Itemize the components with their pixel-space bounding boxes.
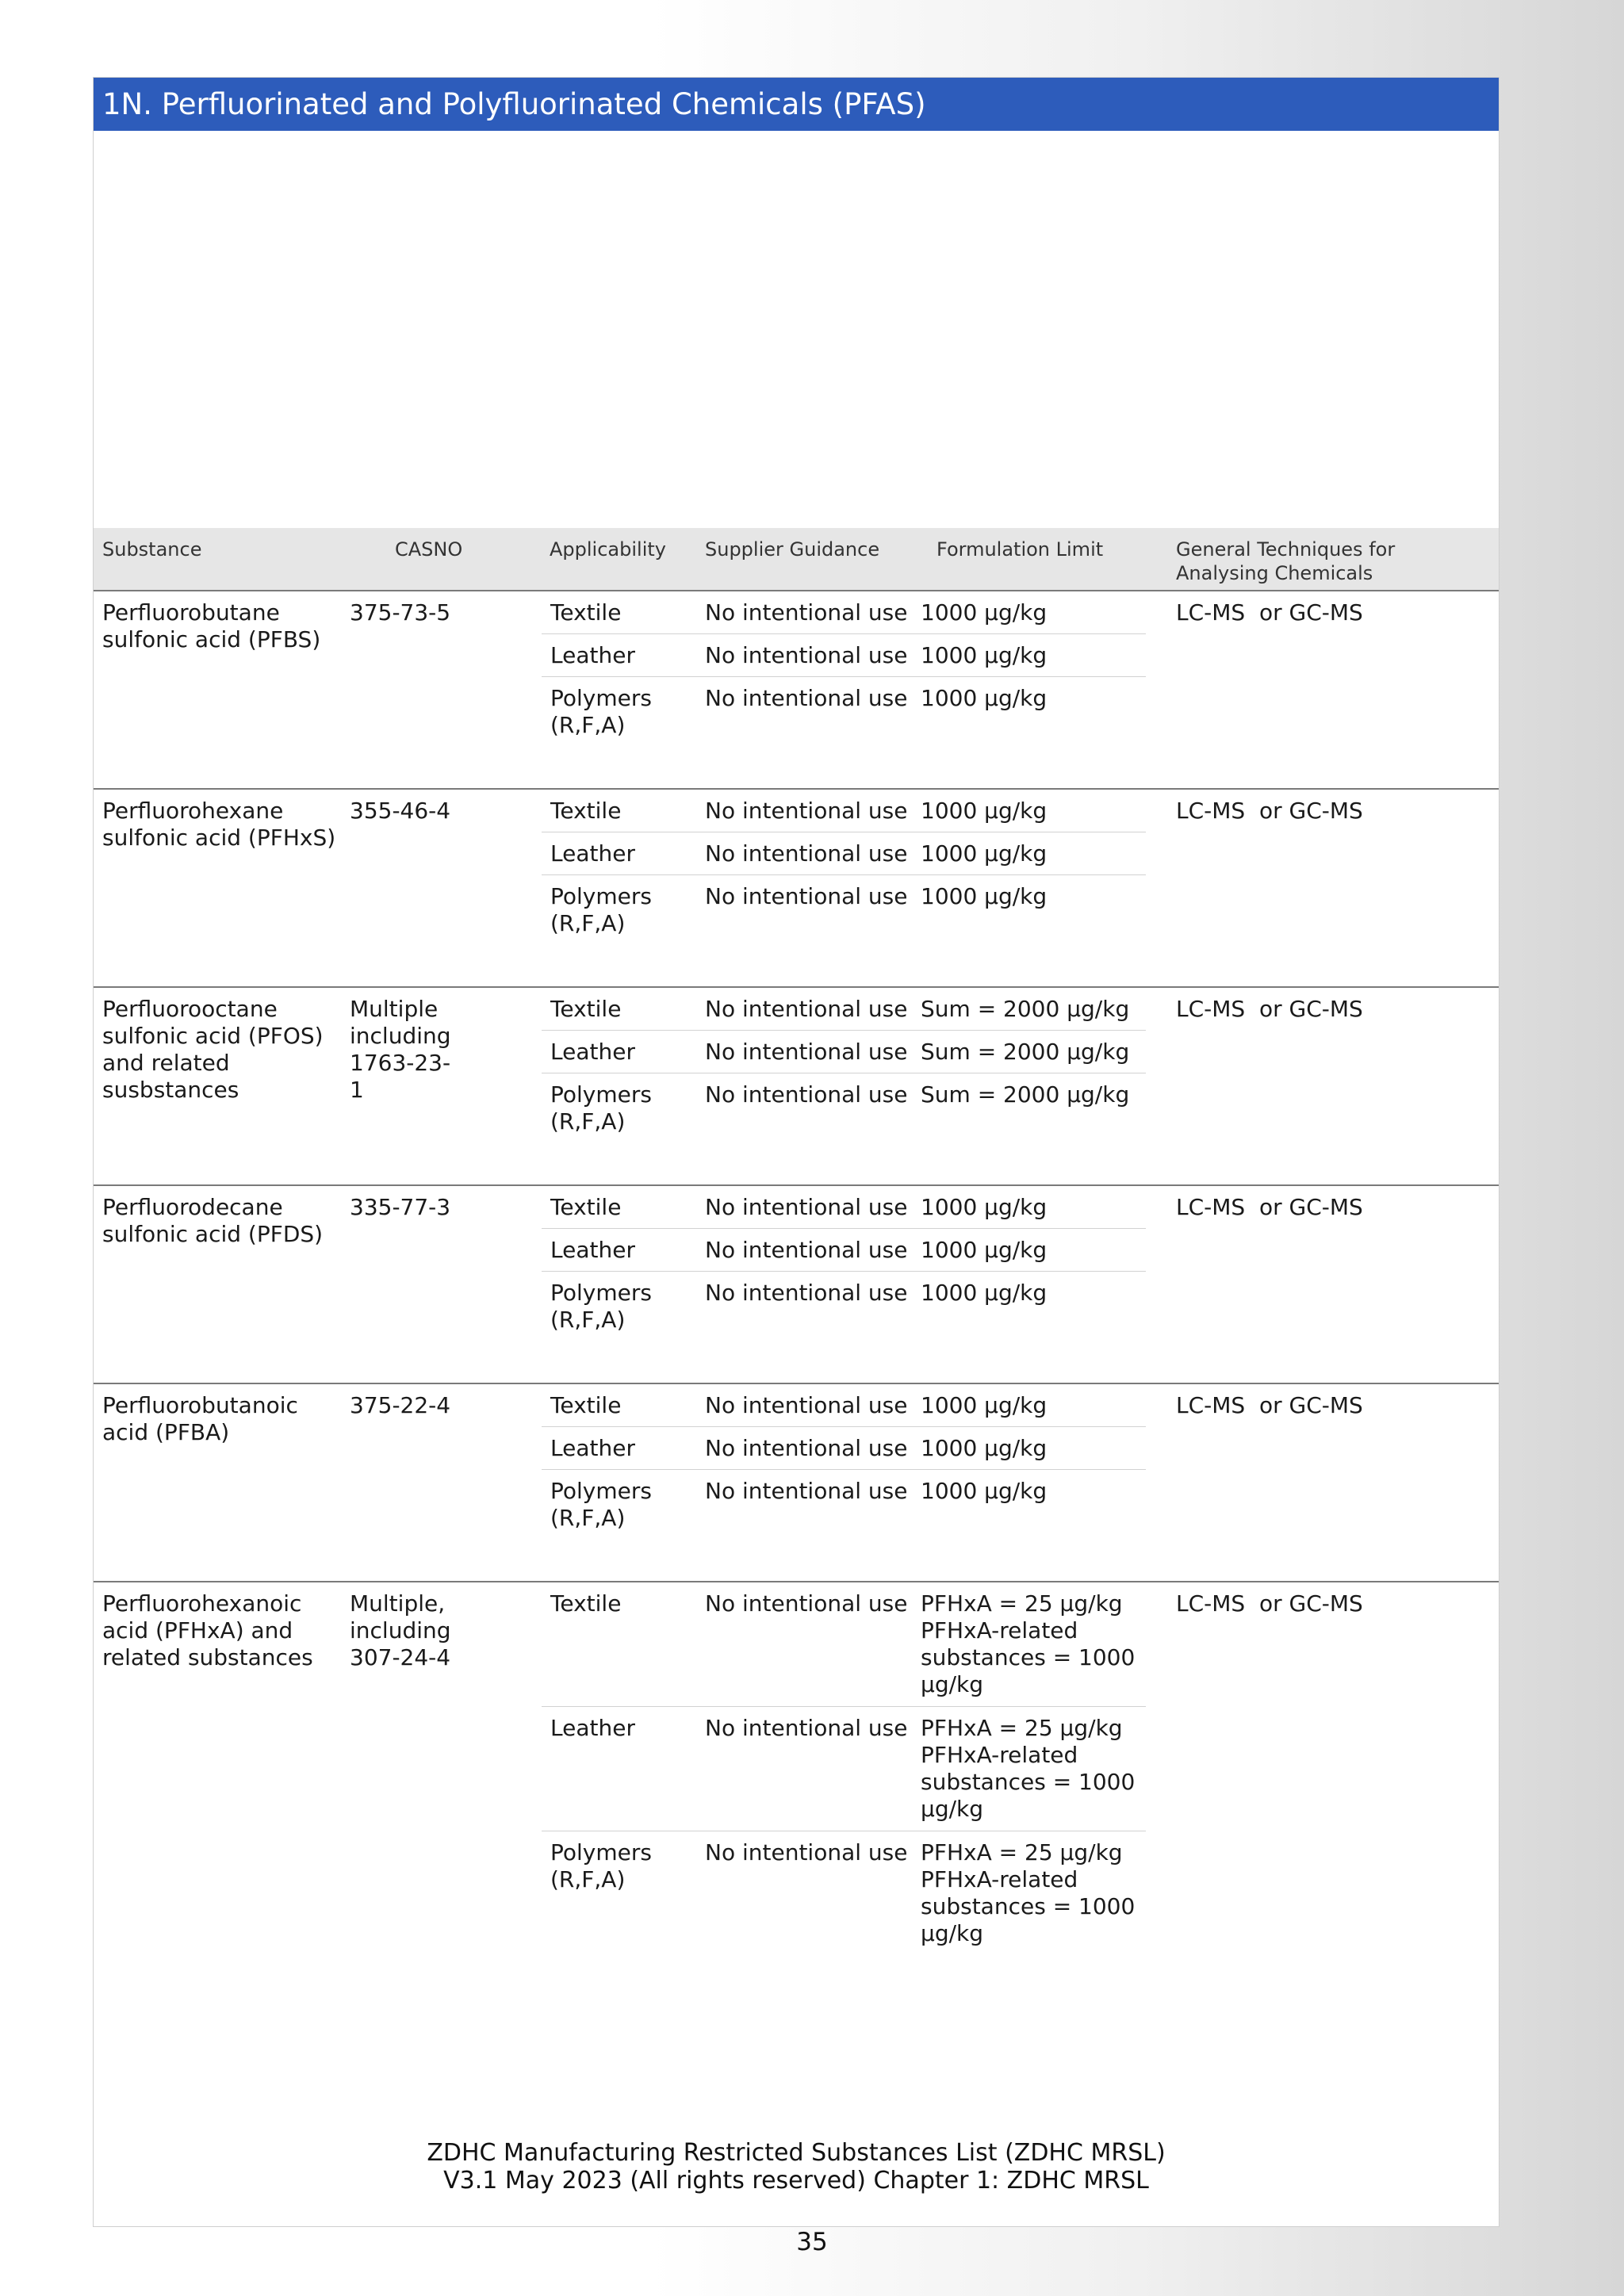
header-techniques: General Techniques for Analysing Chemicals <box>1176 538 1396 584</box>
formulation-limit: PFHxA = 25 µg/kg PFHxA-related substances = 1000 µg/kg <box>921 1715 1136 1822</box>
applicability: Leather <box>550 1237 635 1263</box>
supplier-guidance: No intentional use <box>705 1839 908 1866</box>
cas-number: 355-46-4 <box>350 798 451 824</box>
applicability-row <box>542 591 1146 634</box>
formulation-limit: 1000 µg/kg <box>921 642 1048 668</box>
substance-name: Perfluorobutanoic acid (PFBA) <box>102 1392 298 1445</box>
applicability-row <box>542 1384 1146 1427</box>
table-header <box>94 528 1499 591</box>
analysis-technique: LC-MS or GC-MS <box>1176 798 1363 824</box>
applicability: Textile <box>550 1194 622 1220</box>
applicability-row <box>542 1186 1146 1229</box>
supplier-guidance: No intentional use <box>705 1039 908 1065</box>
supplier-guidance: No intentional use <box>705 599 908 626</box>
applicability: Textile <box>550 1590 622 1617</box>
supplier-guidance: No intentional use <box>705 1590 908 1617</box>
header-formulation-limit: Formulation Limit <box>936 538 1104 561</box>
applicability-row <box>542 1073 1146 1137</box>
cas-number: 375-22-4 <box>350 1392 451 1418</box>
formulation-limit: PFHxA = 25 µg/kg PFHxA-related substances = 1000 µg/kg <box>921 1839 1136 1946</box>
formulation-limit: 1000 µg/kg <box>921 840 1048 867</box>
applicability-row <box>542 1229 1146 1272</box>
supplier-guidance: No intentional use <box>705 1392 908 1418</box>
supplier-guidance: No intentional use <box>705 1715 908 1741</box>
supplier-guidance: No intentional use <box>705 996 908 1022</box>
header-applicability: Applicability <box>550 538 666 561</box>
formulation-limit: Sum = 2000 µg/kg <box>921 1081 1130 1108</box>
supplier-guidance: No intentional use <box>705 1237 908 1263</box>
formulation-limit: 1000 µg/kg <box>921 1194 1048 1220</box>
applicability: Polymers (R,F,A) <box>550 1081 652 1135</box>
supplier-guidance: No intentional use <box>705 840 908 867</box>
applicability-row <box>542 988 1146 1031</box>
cas-number: Multiple, including 307-24-4 <box>350 1590 451 1670</box>
applicability-row <box>542 1427 1146 1470</box>
applicability: Textile <box>550 798 622 824</box>
applicability: Textile <box>550 1392 622 1418</box>
table-row <box>94 790 1499 988</box>
applicability-row <box>542 1831 1146 1956</box>
supplier-guidance: No intentional use <box>705 883 908 909</box>
substance-name: Perfluorohexane sulfonic acid (PFHxS) <box>102 798 336 851</box>
applicability: Polymers (R,F,A) <box>550 1839 652 1892</box>
header-casno: CASNO <box>395 538 463 561</box>
analysis-technique: LC-MS or GC-MS <box>1176 1194 1363 1220</box>
applicability-row <box>542 1470 1146 1533</box>
table-row <box>94 1384 1499 1582</box>
substance-name: Perfluorohexanoic acid (PFHxA) and related substances <box>102 1590 313 1670</box>
supplier-guidance: No intentional use <box>705 1478 908 1504</box>
formulation-limit: 1000 µg/kg <box>921 685 1048 711</box>
formulation-limit: 1000 µg/kg <box>921 1435 1048 1461</box>
formulation-limit: 1000 µg/kg <box>921 798 1048 824</box>
applicability: Leather <box>550 642 635 668</box>
applicability: Polymers (R,F,A) <box>550 1478 652 1531</box>
cas-number: Multiple including 1763-23-1 <box>350 996 451 1103</box>
header-supplier-guidance: Supplier Guidance <box>705 538 880 561</box>
applicability-row <box>542 875 1146 939</box>
supplier-guidance: No intentional use <box>705 1194 908 1220</box>
table-row <box>94 988 1499 1186</box>
applicability-row <box>542 1031 1146 1073</box>
page-number: 35 <box>796 2228 828 2256</box>
supplier-guidance: No intentional use <box>705 1081 908 1108</box>
formulation-limit: 1000 µg/kg <box>921 883 1048 909</box>
formulation-limit: PFHxA = 25 µg/kg PFHxA-related substances = 1000 µg/kg <box>921 1590 1136 1697</box>
substance-name: Perfluorooctane sulfonic acid (PFOS) and related susbstances <box>102 996 324 1103</box>
formulation-limit: 1000 µg/kg <box>921 599 1048 626</box>
formulation-limit: 1000 µg/kg <box>921 1392 1048 1418</box>
supplier-guidance: No intentional use <box>705 798 908 824</box>
supplier-guidance: No intentional use <box>705 1435 908 1461</box>
section-title: 1N. Perfluorinated and Polyfluorinated Chemicals (PFAS) <box>94 78 1499 131</box>
header-substance: Substance <box>102 538 202 561</box>
applicability: Polymers (R,F,A) <box>550 685 652 738</box>
document-page <box>93 77 1500 2227</box>
analysis-technique: LC-MS or GC-MS <box>1176 996 1363 1022</box>
table-row <box>94 1582 1499 2011</box>
formulation-limit: 1000 µg/kg <box>921 1280 1048 1306</box>
table-row <box>94 1186 1499 1384</box>
footer <box>94 2139 1499 2195</box>
formulation-limit: 1000 µg/kg <box>921 1237 1048 1263</box>
footer-line-2: V3.1 May 2023 (All rights reserved) Chapter 1: ZDHC MRSL <box>443 2167 1149 2195</box>
table-row <box>94 591 1499 790</box>
applicability-row <box>542 1707 1146 1831</box>
supplier-guidance: No intentional use <box>705 642 908 668</box>
applicability-row <box>542 1582 1146 1707</box>
formulation-limit: 1000 µg/kg <box>921 1478 1048 1504</box>
applicability-row <box>542 634 1146 677</box>
formulation-limit: Sum = 2000 µg/kg <box>921 1039 1130 1065</box>
substance-name: Perfluorobutane sulfonic acid (PFBS) <box>102 599 321 652</box>
substance-name: Perfluorodecane sulfonic acid (PFDS) <box>102 1194 324 1247</box>
applicability: Polymers (R,F,A) <box>550 883 652 936</box>
supplier-guidance: No intentional use <box>705 685 908 711</box>
supplier-guidance: No intentional use <box>705 1280 908 1306</box>
applicability: Leather <box>550 1435 635 1461</box>
applicability-row <box>542 832 1146 875</box>
cas-number: 335-77-3 <box>350 1194 451 1220</box>
applicability-row <box>542 677 1146 740</box>
applicability: Leather <box>550 1715 635 1741</box>
applicability: Leather <box>550 1039 635 1065</box>
cas-number: 375-73-5 <box>350 599 451 626</box>
applicability: Leather <box>550 840 635 867</box>
applicability: Polymers (R,F,A) <box>550 1280 652 1333</box>
analysis-technique: LC-MS or GC-MS <box>1176 599 1363 626</box>
formulation-limit: Sum = 2000 µg/kg <box>921 996 1130 1022</box>
applicability: Textile <box>550 599 622 626</box>
analysis-technique: LC-MS or GC-MS <box>1176 1392 1363 1418</box>
analysis-technique: LC-MS or GC-MS <box>1176 1590 1363 1617</box>
applicability-row <box>542 1272 1146 1335</box>
applicability: Textile <box>550 996 622 1022</box>
applicability-row <box>542 790 1146 832</box>
footer-line-1: ZDHC Manufacturing Restricted Substances List (ZDHC MRSL) <box>427 2139 1166 2167</box>
